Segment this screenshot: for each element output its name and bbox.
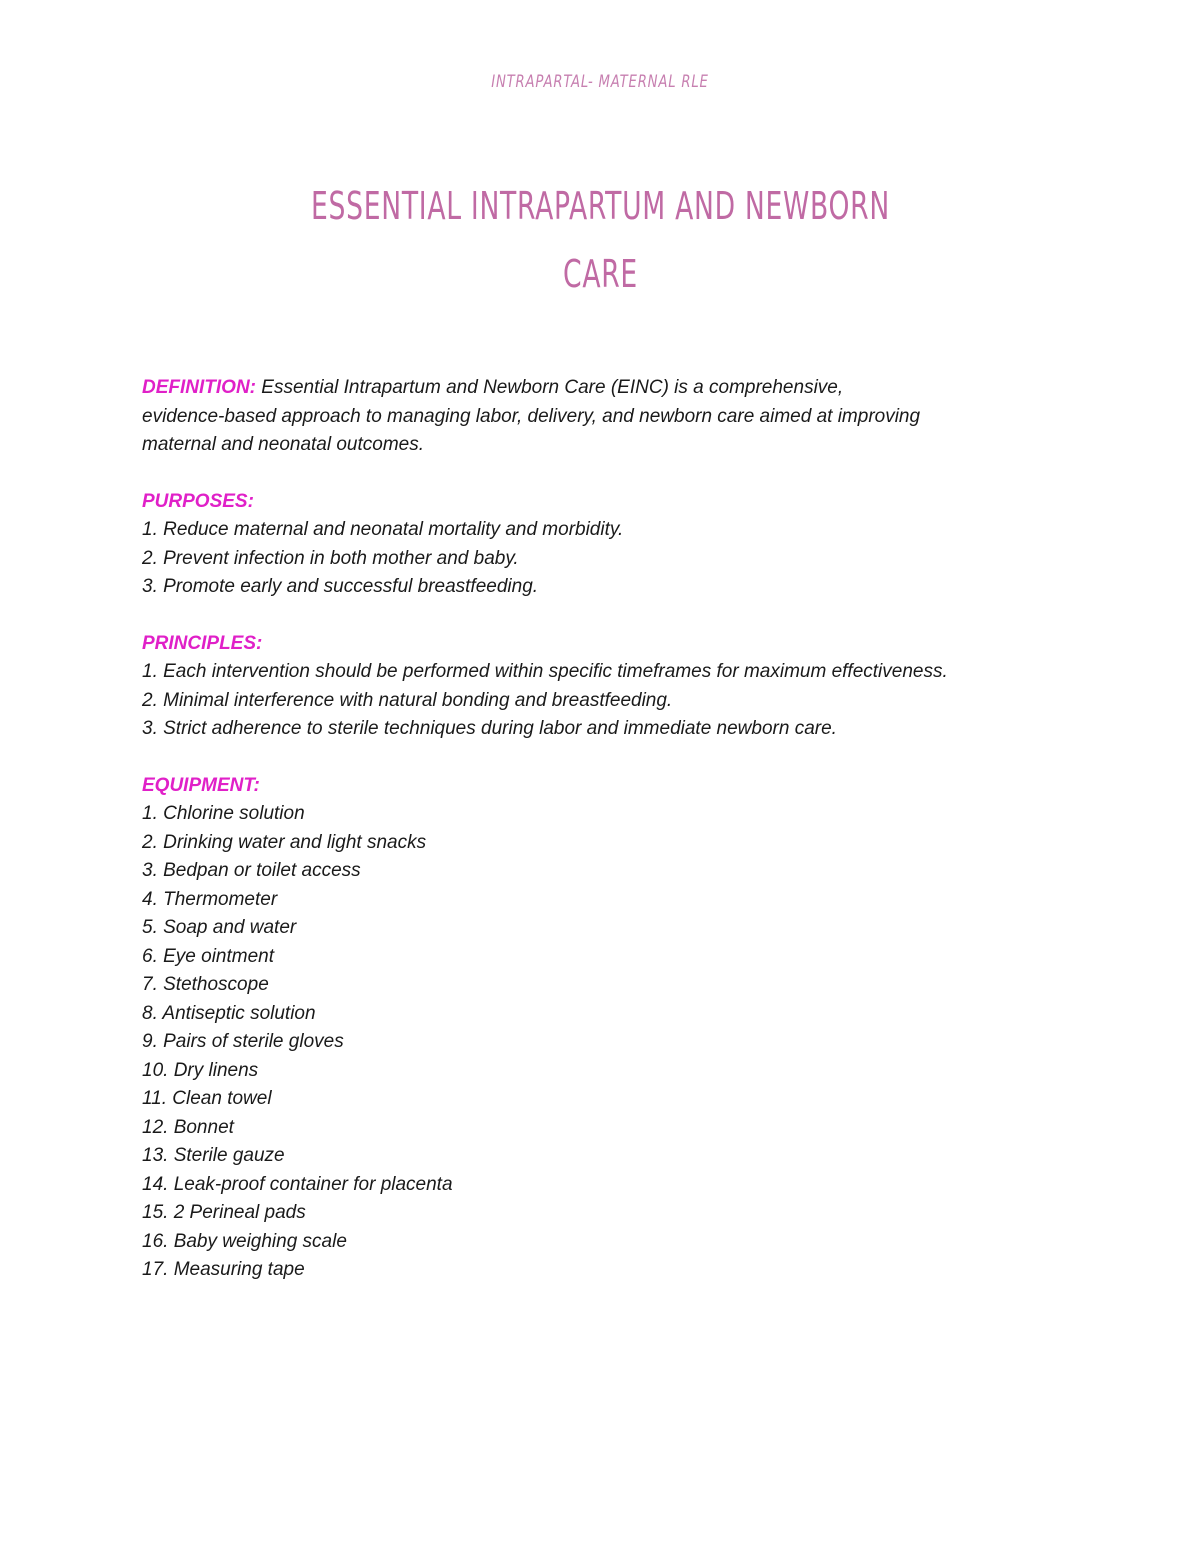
page-title-line-1: ESSENTIAL INTRAPARTUM AND NEWBORN — [310, 184, 890, 228]
list-item: 8. Antiseptic solution — [142, 1002, 316, 1024]
definition-line-2: evidence-based approach to managing labor, delivery, and newborn care aimed at improving — [142, 405, 921, 427]
list-item: 2. Prevent infection in both mother and baby. — [142, 547, 519, 569]
purposes-heading: PURPOSES: — [142, 490, 254, 512]
list-item: 5. Soap and water — [142, 917, 297, 938]
list-item: 6. Eye ointment — [142, 945, 275, 967]
list-item: 2. Drinking water and light snacks — [142, 831, 427, 853]
list-item: 11. Clean towel — [142, 1088, 272, 1109]
definition-line-3: maternal and neonatal outcomes. — [142, 434, 425, 455]
list-item: 7. Stethoscope — [142, 974, 269, 995]
list-item: 2. Minimal interference with natural bonding and breastfeeding. — [142, 689, 673, 711]
list-item: 3. Strict adherence to sterile techniques during labor and immediate newborn care. — [142, 718, 837, 739]
list-item: 13. Sterile gauze — [142, 1145, 285, 1166]
equipment-list — [142, 800, 1072, 1285]
list-item: 1. Each intervention should be performed within specific timeframes for maximum effectiveness. — [142, 661, 948, 682]
definition-line-1 — [142, 374, 1072, 403]
purposes-list — [142, 516, 1072, 602]
definition-text-1: Essential Intrapartum and Newborn Care (EINC) is a comprehensive, — [261, 377, 844, 398]
list-item: 3. Promote early and successful breastfeeding. — [142, 576, 539, 597]
page-header: INTRAPARTAL- MATERNAL RLE — [491, 72, 709, 92]
definition-label: DEFINITION: — [142, 377, 256, 398]
list-item: 12. Bonnet — [142, 1116, 234, 1138]
list-item: 9. Pairs of sterile gloves — [142, 1031, 344, 1052]
list-item: 1. Chlorine solution — [142, 803, 305, 824]
purposes-section — [142, 488, 1072, 602]
list-item: 10. Dry linens — [142, 1059, 259, 1081]
list-item: 15. 2 Perineal pads — [142, 1202, 306, 1223]
principles-heading: PRINCIPLES: — [142, 632, 263, 654]
principles-list — [142, 658, 1072, 744]
list-item: 16. Baby weighing scale — [142, 1230, 347, 1252]
list-item: 17. Measuring tape — [142, 1259, 305, 1280]
list-item: 4. Thermometer — [142, 888, 278, 910]
page-title-line-2: CARE — [562, 252, 638, 296]
list-item: 14. Leak-proof container for placenta — [142, 1173, 453, 1195]
document-body — [142, 374, 1072, 1313]
principles-section — [142, 630, 1072, 744]
list-item: 1. Reduce maternal and neonatal mortality and morbidity. — [142, 519, 624, 540]
equipment-heading: EQUIPMENT: — [142, 774, 260, 796]
list-item: 3. Bedpan or toilet access — [142, 860, 361, 881]
equipment-section — [142, 772, 1072, 1285]
definition-section — [142, 374, 1072, 460]
page-title — [0, 172, 1200, 308]
